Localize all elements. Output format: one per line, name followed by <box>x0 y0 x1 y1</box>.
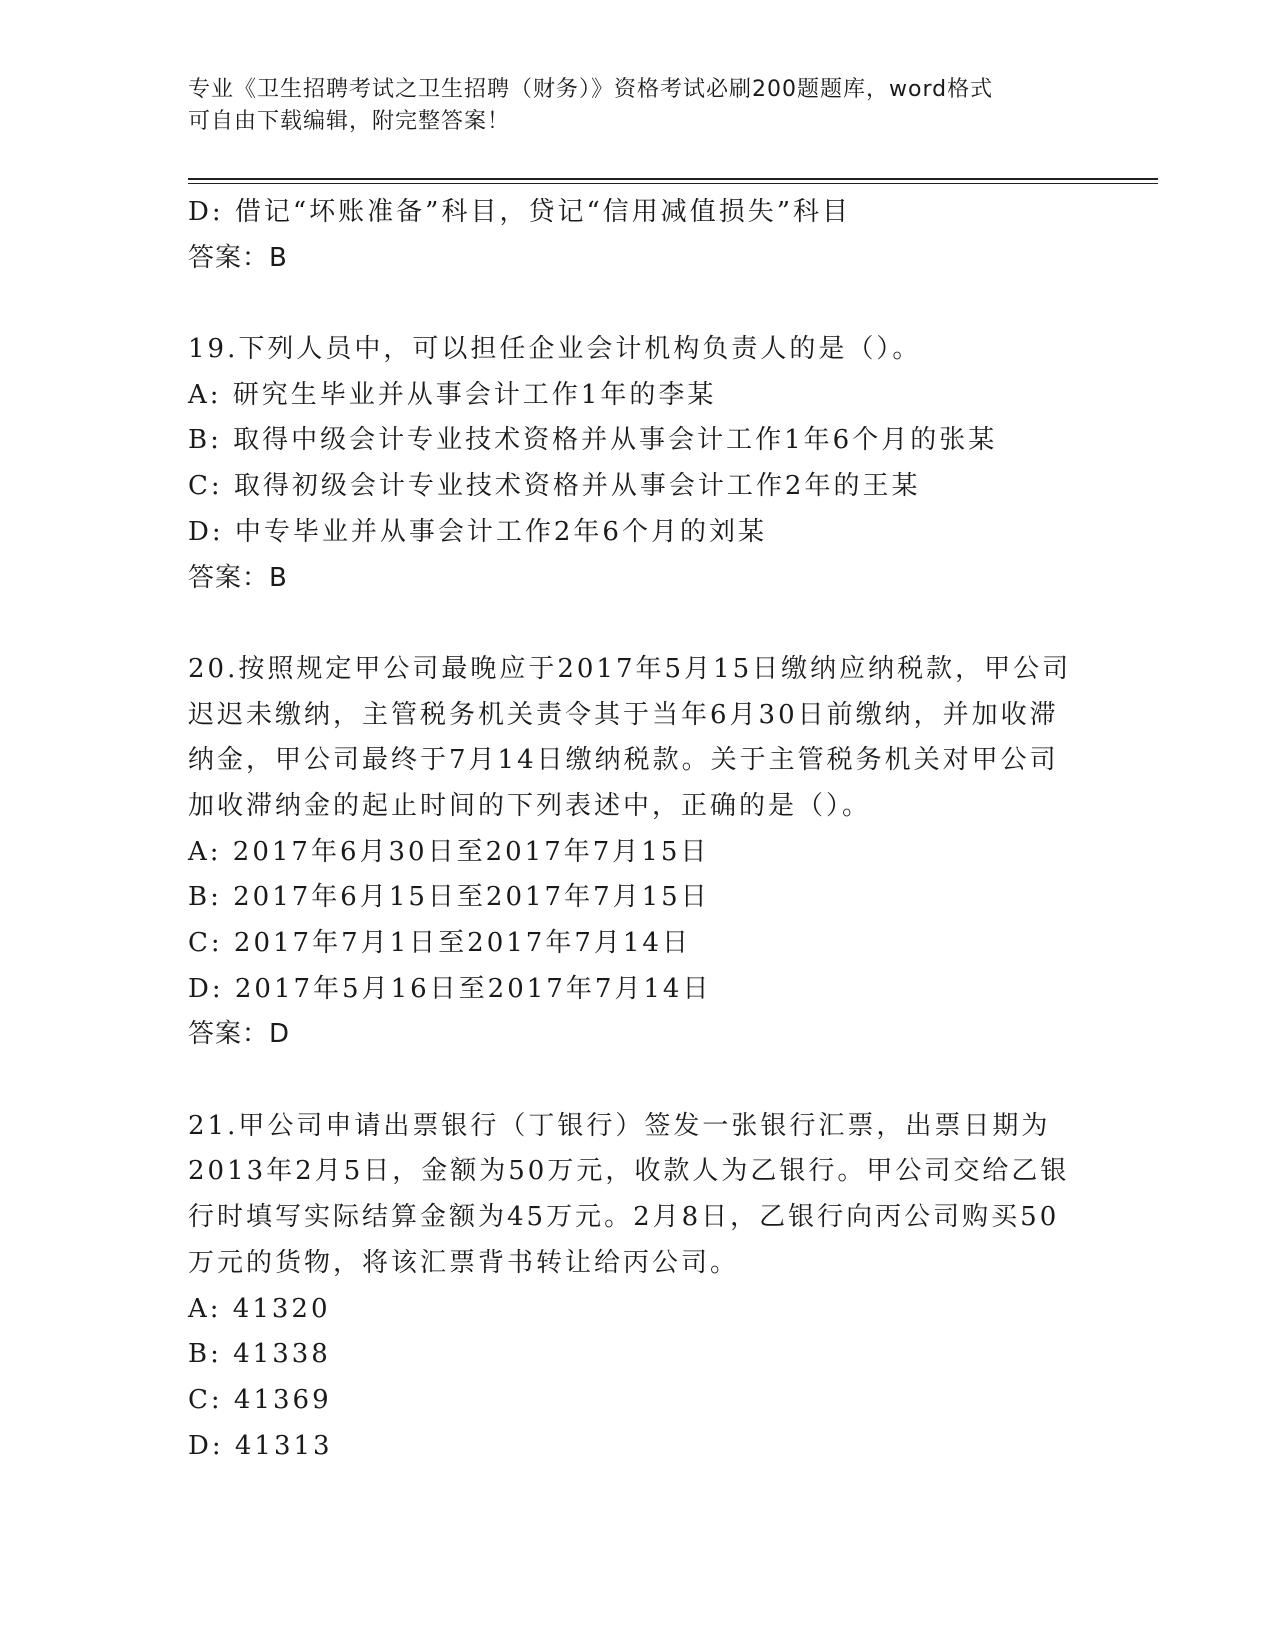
question-stem: 19.下列人员中，可以担任企业会计机构负责人的是（）。 <box>188 334 922 365</box>
document-header <box>188 74 1088 138</box>
option-b: B: 41338 <box>188 1339 331 1370</box>
option-b: B: 2017年6月15日至2017年7月15日 <box>188 882 710 913</box>
question-gap <box>188 281 1088 327</box>
question-21 <box>188 1104 1088 1470</box>
question-stem-line-4: 加收滞纳金的起止时间的下列表述中，正确的是（）。 <box>188 790 872 821</box>
question-gap <box>188 1058 1088 1104</box>
question-stem-line-4: 万元的货物，将该汇票背书转让给丙公司。 <box>188 1247 740 1278</box>
option-d: D: 2017年5月16日至2017年7月14日 <box>188 973 712 1004</box>
header-divider-thick <box>188 178 1158 180</box>
option-d: D: 借记“坏账准备”科目，贷记“信用减值损失”科目 <box>188 197 852 227</box>
question-stem-line-2: 2013年2月5日，金额为50万元，收款人为乙银行。甲公司交给乙银 <box>188 1156 1070 1187</box>
header-title-line-1: 专业《卫生招聘考试之卫生招聘（财务）》资格考试必刷200题题库，word格式 <box>188 77 994 102</box>
question-20 <box>188 647 1088 1058</box>
question-gap <box>188 601 1088 647</box>
header-title-line-2: 可自由下载编辑，附完整答案！ <box>188 109 511 134</box>
answer-label: 答案：B <box>188 242 288 273</box>
question-stem-line-3: 行时填写实际结算金额为45万元。2月8日，乙银行向丙公司购买50 <box>188 1202 1060 1233</box>
option-a: A: 研究生毕业并从事会计工作1年的李某 <box>188 379 717 410</box>
answer-label: 答案：B <box>188 562 288 593</box>
option-c: C: 2017年7月1日至2017年7月14日 <box>188 928 691 958</box>
option-b: B: 取得中级会计专业技术资格并从事会计工作1年6个月的张某 <box>188 425 998 456</box>
option-d: D: 41313 <box>188 1430 333 1461</box>
question-stem-line-1: 21.甲公司申请出票银行（丁银行）签发一张银行汇票，出票日期为 <box>188 1110 1051 1141</box>
question-stem-line-2: 迟迟未缴纳，主管税务机关责令其于当年6月30日前缴纳，并加收滞 <box>188 699 1059 730</box>
question-19 <box>188 327 1088 601</box>
question-list <box>188 190 1088 1469</box>
question-stem-line-1: 20.按照规定甲公司最晚应于2017年5月15日缴纳应纳税款，甲公司 <box>188 653 1072 684</box>
answer-label: 答案：D <box>188 1019 291 1050</box>
question-stem-line-3: 纳金，甲公司最终于7月14日缴纳税款。关于主管税务机关对甲公司 <box>188 745 1059 776</box>
header-divider-thin <box>188 183 1158 184</box>
option-a: A: 41320 <box>188 1293 331 1324</box>
option-c: C: 41369 <box>188 1384 332 1415</box>
option-a: A: 2017年6月30日至2017年7月15日 <box>188 836 710 867</box>
option-c: C: 取得初级会计专业技术资格并从事会计工作2年的王某 <box>188 471 921 502</box>
option-d: D: 中专毕业并从事会计工作2年6个月的刘某 <box>188 516 767 547</box>
question-18-tail <box>188 190 1088 281</box>
